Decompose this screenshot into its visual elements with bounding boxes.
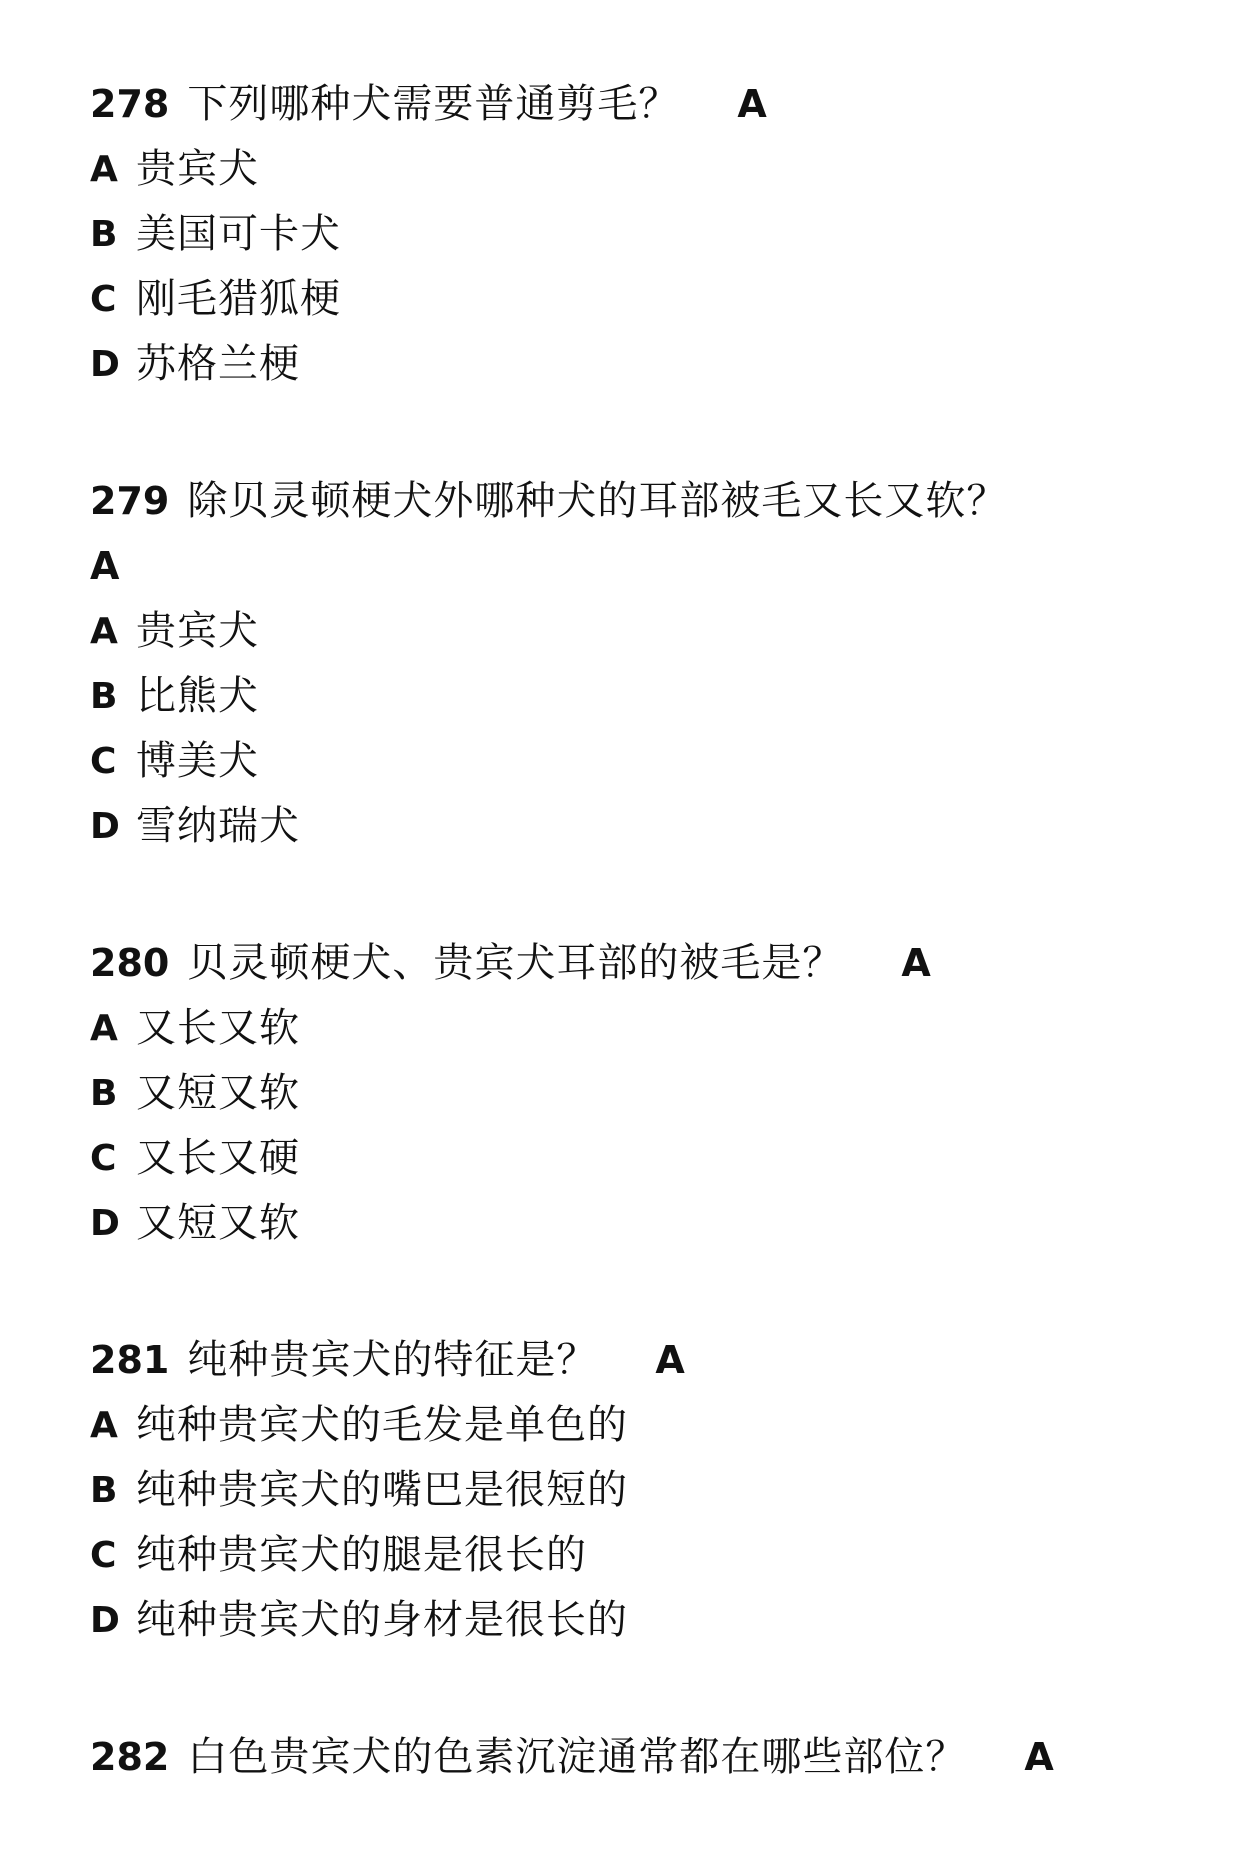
question-282 [90, 1725, 1170, 1790]
option-letter: A [90, 149, 118, 190]
question-title [90, 1725, 1170, 1790]
option-b [90, 1061, 1170, 1126]
option-c [90, 1126, 1170, 1191]
option-text: 又短又软 [136, 1200, 300, 1246]
question-number: 279 [90, 479, 170, 523]
question-answer: A [901, 941, 931, 985]
question-title [90, 931, 1170, 996]
option-letter: A [90, 1008, 118, 1049]
option-c [90, 1523, 1170, 1588]
option-letter: C [90, 1535, 117, 1576]
option-b [90, 664, 1170, 729]
question-answer: A [90, 544, 120, 588]
option-c [90, 267, 1170, 332]
option-a [90, 1393, 1170, 1458]
option-text: 纯种贵宾犬的毛发是单色的 [136, 1402, 628, 1448]
option-text: 雪纳瑞犬 [136, 803, 300, 849]
question-text: 纯种贵宾犬的特征是？ [187, 1337, 598, 1383]
option-letter: D [90, 806, 120, 847]
option-text: 刚毛猎狐梗 [136, 276, 341, 322]
option-letter: C [90, 1138, 117, 1179]
question-title [90, 1328, 1170, 1393]
option-a [90, 137, 1170, 202]
option-text: 纯种贵宾犬的腿是很长的 [136, 1532, 587, 1578]
question-279 [90, 469, 1170, 859]
option-b [90, 1458, 1170, 1523]
question-278 [90, 72, 1170, 397]
question-number: 278 [90, 82, 170, 126]
option-text: 苏格兰梗 [136, 341, 300, 387]
question-text: 贝灵顿梗犬、贵宾犬耳部的被毛是？ [187, 940, 844, 986]
option-letter: C [90, 279, 117, 320]
option-a [90, 599, 1170, 664]
option-a [90, 996, 1170, 1061]
question-title [90, 469, 1170, 534]
option-letter: B [90, 214, 118, 255]
question-answer: A [655, 1338, 685, 1382]
option-letter: B [90, 1073, 118, 1114]
question-page [90, 72, 1170, 1862]
option-text: 美国可卡犬 [136, 211, 341, 257]
option-text: 又长又软 [136, 1005, 300, 1051]
question-280 [90, 931, 1170, 1256]
option-c [90, 729, 1170, 794]
option-text: 纯种贵宾犬的身材是很长的 [136, 1597, 628, 1643]
question-281 [90, 1328, 1170, 1653]
option-text: 又短又软 [136, 1070, 300, 1116]
option-text: 又长又硬 [136, 1135, 300, 1181]
option-text: 比熊犬 [136, 673, 259, 719]
option-d [90, 1191, 1170, 1256]
question-answer: A [737, 82, 767, 126]
question-title [90, 72, 1170, 137]
question-text: 下列哪种犬需要普通剪毛？ [187, 81, 680, 127]
option-d [90, 332, 1170, 397]
option-text: 博美犬 [136, 738, 259, 784]
option-letter: B [90, 676, 118, 717]
option-letter: C [90, 741, 117, 782]
option-text: 纯种贵宾犬的嘴巴是很短的 [136, 1467, 628, 1513]
option-d [90, 1588, 1170, 1653]
question-number: 281 [90, 1338, 170, 1382]
question-number: 280 [90, 941, 170, 985]
question-answer: A [1024, 1735, 1054, 1779]
option-letter: B [90, 1470, 118, 1511]
option-letter: D [90, 1600, 120, 1641]
option-letter: A [90, 611, 118, 652]
question-number: 282 [90, 1735, 170, 1779]
option-letter: A [90, 1405, 118, 1446]
question-text: 白色贵宾犬的色素沉淀通常都在哪些部位？ [187, 1734, 967, 1780]
option-text: 贵宾犬 [136, 146, 259, 192]
option-text: 贵宾犬 [136, 608, 259, 654]
option-letter: D [90, 1203, 120, 1244]
option-b [90, 202, 1170, 267]
option-letter: D [90, 344, 120, 385]
question-text: 除贝灵顿梗犬外哪种犬的耳部被毛又长又软？ [187, 478, 1008, 524]
option-d [90, 794, 1170, 859]
